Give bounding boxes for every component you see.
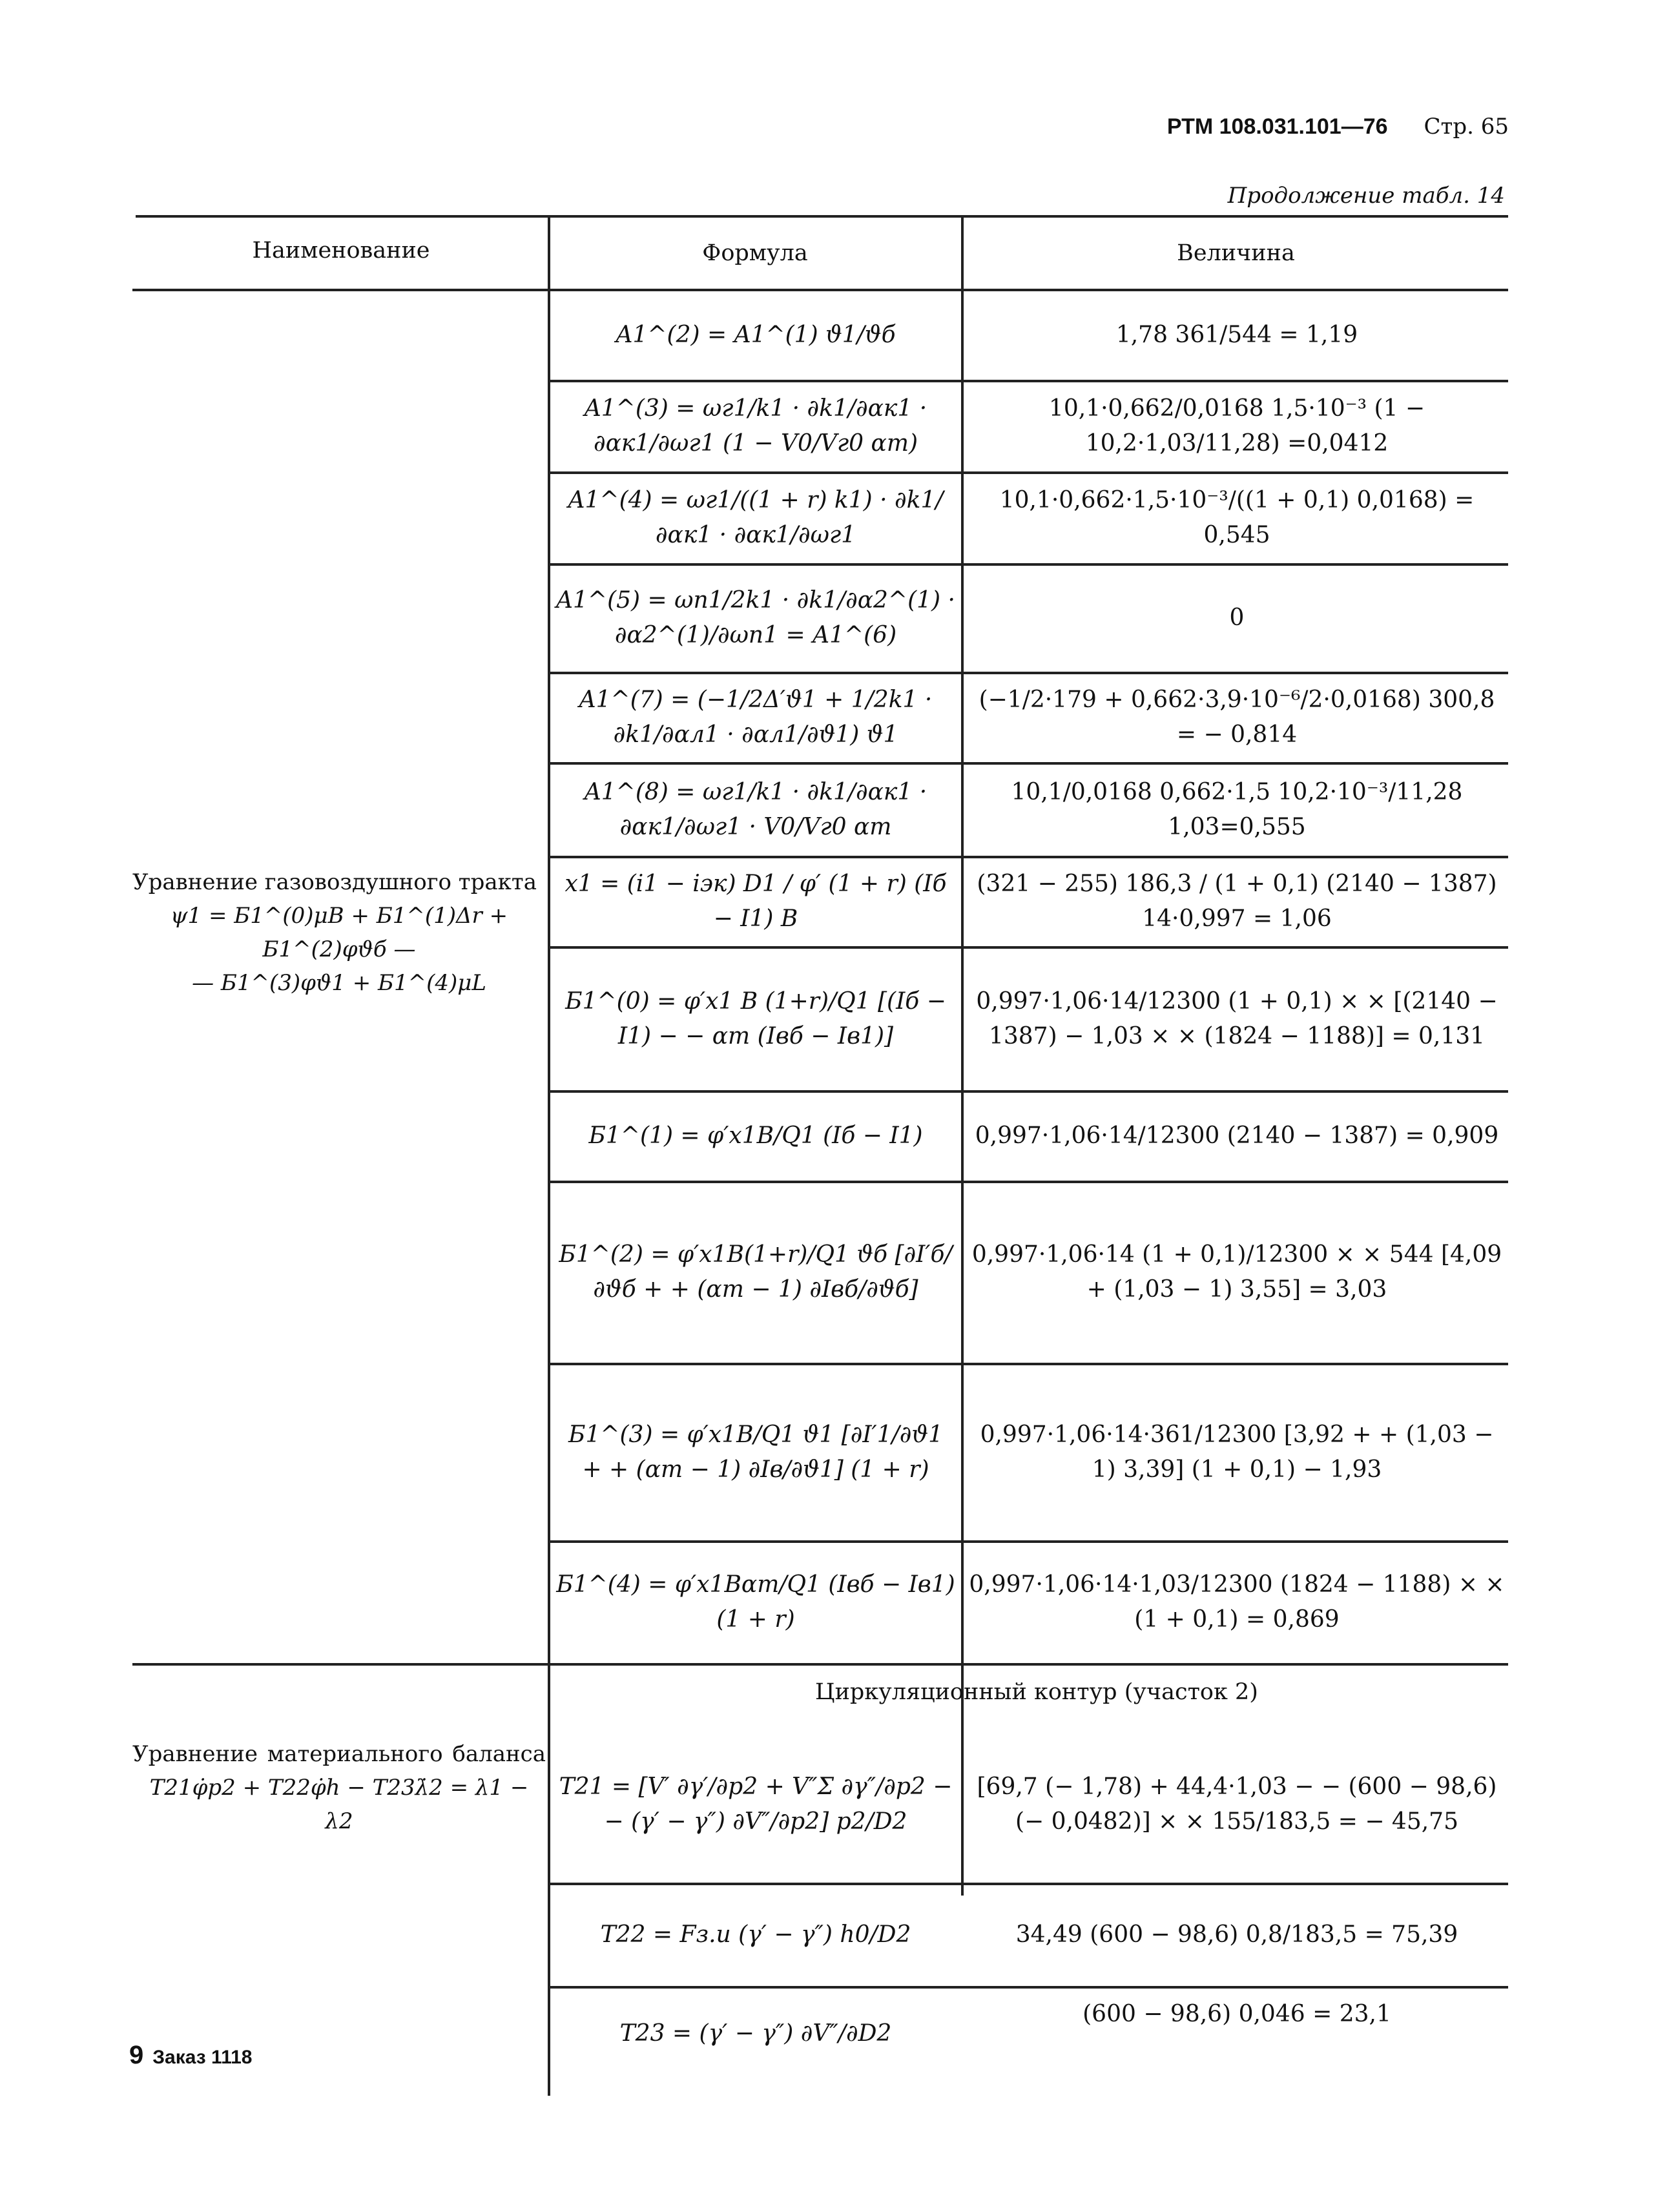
formula-text: A1^(3) = ωг1/k1 · ∂k1/∂αк1 · ∂αк1/∂ωг1 (1 − V0/Vг0 αт) <box>584 395 935 457</box>
gas-path-equation-block <box>132 865 546 1000</box>
value-text: (−1/2·179 + 0,662·3,9·10⁻⁶/2·0,0168) 300,8 = − 0,814 <box>979 687 1502 748</box>
value-cell <box>969 858 1505 945</box>
formula-cell <box>555 949 956 1089</box>
value-cell <box>969 1728 1505 1881</box>
sheet-number: 9 <box>129 2041 144 2069</box>
formula-text: A1^(5) = ωп1/2k1 · ∂k1/∂α2^(1) · ∂α2^(1)/∂ωп1 = A1^(6) <box>556 587 963 648</box>
continuation-label: Продолжение табл. 14 <box>1227 183 1505 209</box>
value-cell <box>969 1093 1505 1179</box>
gas-path-title: Уравнение газовоздушного тракта <box>132 869 537 895</box>
value-cell <box>969 1543 1513 1662</box>
formula-cell <box>555 765 956 854</box>
formula-cell <box>555 474 956 562</box>
formula-cell <box>555 674 956 761</box>
value-cell <box>969 566 1505 670</box>
value-cell <box>969 1183 1509 1361</box>
formula-text: Б1^(1) = φ′x1B/Q1 (Iб − I1) <box>588 1122 923 1149</box>
column-header-value: Величина <box>1177 240 1295 266</box>
value-text: 0,997·1,06·14/12300 (1 + 0,1) × × [(2140 − 1387) − 1,03 × × (1824 − 1188)] = 0,131 <box>976 987 1506 1049</box>
formula-text: A1^(8) = ωг1/k1 · ∂k1/∂αк1 · ∂αк1/∂ωг1 · V0/Vг0 αт <box>584 778 935 840</box>
formula-cell <box>555 1365 956 1539</box>
formula-cell <box>555 1543 963 1662</box>
section-title: Циркуляционный контур (участок 2) <box>815 1679 1258 1705</box>
formula-cell <box>555 1989 956 2079</box>
table-top-rule <box>136 215 1508 218</box>
value-text: 0,997·1,06·14·361/12300 [3,92 + + (1,03 − 1) 3,39] (1 + 0,1) − 1,93 <box>980 1421 1501 1483</box>
value-text: 0,997·1,06·14/12300 (2140 − 1387) = 0,909 <box>975 1122 1499 1149</box>
formula-text: Б1^(0) = φ′x1 B (1+r)/Q1 [(Iб − I1) − − αт (Iвб − Iв1)] <box>565 987 954 1049</box>
formula-cell <box>555 1885 956 1985</box>
value-text: 10,1·0,662/0,0168 1,5·10⁻³ (1 − 10,2·1,03/11,28) =0,0412 <box>1048 395 1433 457</box>
page-header <box>1167 114 1509 140</box>
balance-title: Уравнение материального баланса <box>132 1741 546 1767</box>
formula-text: T21 = [V′ ∂γ′/∂p2 + V″Σ ∂γ″/∂p2 − − (γ′ − γ″) ∂V″/∂p2] p2/D2 <box>559 1773 960 1835</box>
value-text: 0,997·1,06·14 (1 + 0,1)/12300 × × 544 [4,09 + (1,03 − 1) 3,55] = 3,03 <box>971 1241 1509 1303</box>
formula-text: Б1^(3) = φ′x1B/Q1 ϑ1 [∂I′1/∂ϑ1 + + (αт − 1) ∂Iв/∂ϑ1] (1 + r) <box>568 1421 951 1483</box>
formula-cell <box>555 1093 956 1179</box>
formula-cell <box>555 858 956 945</box>
formula-text: x1 = (i1 − iэк) D1 / φ′ (1 + r) (Iб − I1) B <box>565 871 954 932</box>
formula-cell <box>555 1183 956 1361</box>
value-cell <box>969 1989 1505 2040</box>
column-divider-1 <box>548 216 550 2096</box>
value-cell <box>969 382 1505 470</box>
formula-text: T23 = (γ′ − γ″) ∂V″/∂D2 <box>619 2020 892 2047</box>
value-cell <box>969 949 1505 1089</box>
formula-cell <box>555 1728 960 1881</box>
value-text: (321 − 255) 186,3 / (1 + 0,1) (2140 − 1387) 14·0,997 = 1,06 <box>977 871 1505 932</box>
value-text: (600 − 98,6) 0,046 = 23,1 <box>1082 2001 1391 2027</box>
section-rule <box>132 1663 1508 1666</box>
value-text: 10,1/0,0168 0,662·1,5 10,2·10⁻³/11,28 1,03=0,555 <box>1011 778 1470 840</box>
formula-text: A1^(7) = (−1/2Δ′ϑ1 + 1/2k1 · ∂k1/∂αл1 · ∂αл1/∂ϑ1) ϑ1 <box>579 687 940 748</box>
order-number: Заказ 1118 <box>152 2047 253 2068</box>
value-cell <box>969 292 1505 378</box>
formula-text: T22 = Fз.и (γ′ − γ″) h0/D2 <box>600 1921 911 1948</box>
balance-equation: T21φ̇p2 + T22φ̇h − T23λ̇2 = λ1 − λ2 <box>149 1775 529 1834</box>
column-header-name: Наименование <box>252 238 430 264</box>
formula-text: A1^(2) = A1^(1) ϑ1/ϑб <box>616 322 896 348</box>
column-divider-2 <box>961 216 964 1896</box>
gas-path-equation-line-2: — Б1^(3)φϑ1 + Б1^(4)μL <box>192 970 486 996</box>
formula-text: A1^(4) = ωг1/((1 + r) k1) · ∂k1/∂αк1 · ∂αк1/∂ωг1 <box>568 487 944 548</box>
value-text: 0 <box>1229 605 1245 631</box>
formula-text: Б1^(2) = φ′x1B(1+r)/Q1 ϑб [∂I′б/∂ϑб + + (αт − 1) ∂Iвб/∂ϑб] <box>559 1241 953 1303</box>
value-text: 0,997·1,06·14·1,03/12300 (1824 − 1188) × × (1 + 0,1) = 0,869 <box>969 1571 1513 1633</box>
doc-code: РТМ 108.031.101—76 <box>1166 114 1388 139</box>
value-text: 1,78 361/544 = 1,19 <box>1115 322 1358 348</box>
formula-cell <box>555 292 956 378</box>
formula-cell <box>555 382 956 470</box>
material-balance-block <box>132 1737 546 1838</box>
gas-path-equation-line-1: ψ1 = Б1^(0)μB + Б1^(1)Δr + Б1^(2)φϑб — <box>170 903 508 962</box>
page-number: Стр. 65 <box>1424 114 1509 140</box>
value-cell <box>969 765 1505 854</box>
formula-text: Б1^(4) = φ′x1Bαт/Q1 (Iвб − Iв1) (1 + r) <box>556 1571 963 1633</box>
formula-cell <box>555 566 963 670</box>
value-text: 34,49 (600 − 98,6) 0,8/183,5 = 75,39 <box>1015 1921 1458 1948</box>
column-header-formula: Формула <box>702 240 808 266</box>
value-cell <box>969 1885 1505 1985</box>
value-cell <box>969 474 1505 562</box>
value-text: 10,1·0,662·1,5·10⁻³/((1 + 0,1) 0,0168) = 0,545 <box>999 487 1482 548</box>
footer <box>129 2041 252 2070</box>
value-cell <box>969 674 1505 761</box>
header-bottom-rule <box>132 289 1508 291</box>
value-cell <box>969 1365 1505 1539</box>
value-text: [69,7 (− 1,78) + 44,4·1,03 − − (600 − 98,6) (− 0,0482)] × × 155/183,5 = − 45,75 <box>977 1773 1504 1835</box>
